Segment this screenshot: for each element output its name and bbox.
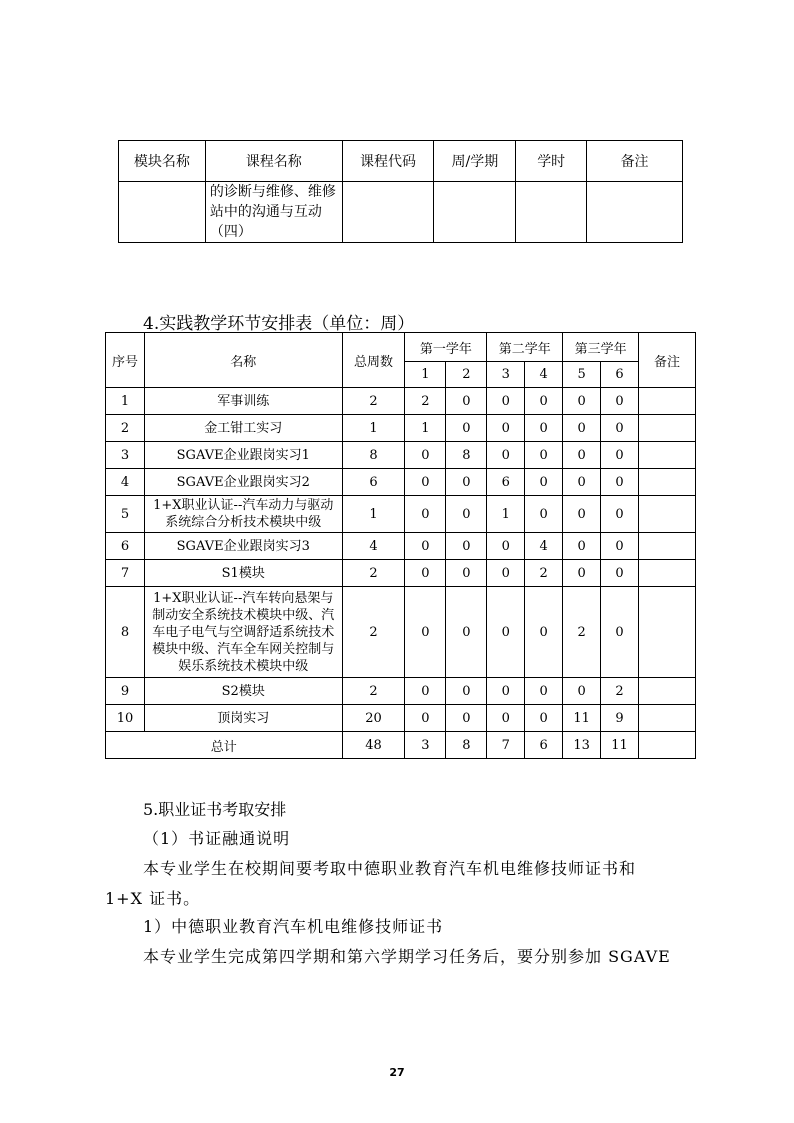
total-semester-3: 7 [487,732,525,759]
row-semester-2: 0 [446,705,487,732]
row-semester-3: 1 [487,496,525,533]
row-semester-3: 0 [487,560,525,587]
row-total-weeks: 1 [342,415,405,442]
row-semester-2: 0 [446,533,487,560]
row-semester-1: 0 [405,560,446,587]
row-seq: 9 [106,678,145,705]
row-total-weeks: 1 [342,496,405,533]
row-note [639,587,696,678]
row-semester-5: 0 [563,533,601,560]
row-name-line: 模块中级、汽车全车网关控制与 [152,641,335,657]
row-note [639,705,696,732]
paragraph-1-line-2: 1+X 证书。 [105,889,201,908]
course-name-line: 的诊断与维修、维修 [209,184,336,200]
semester-4: 4 [525,362,563,388]
row-semester-5: 0 [563,560,601,587]
row-total-weeks: 8 [342,442,405,469]
row-semester-6: 9 [601,705,639,732]
row-name-line: 车电子电气与空调舒适系统技术 [152,624,335,640]
table-row [106,705,696,732]
header-module-name: 模块名称 [119,141,206,182]
row-total-weeks: 4 [342,533,405,560]
row-seq: 7 [106,560,145,587]
row-semester-4: 2 [525,560,563,587]
course-name-line: 站中的沟通与互动 [209,204,322,220]
row-name-line: 1+X职业认证--汽车动力与驱动 [153,498,334,513]
row-note [639,469,696,496]
row-semester-5: 0 [563,469,601,496]
semester-2: 2 [446,362,487,388]
course-name-line: （四） [209,224,252,240]
table-row [106,560,696,587]
total-semester-6: 11 [601,732,639,759]
row-name-line: 顶岗实习 [217,710,270,726]
row-semester-5: 0 [563,388,601,415]
total-semester-5: 13 [563,732,601,759]
row-semester-4: 0 [525,415,563,442]
total-semester-1: 3 [405,732,446,759]
header-weeks: 周/学期 [434,141,516,182]
row-semester-4: 0 [525,469,563,496]
row-name-line: 军事训练 [217,393,270,409]
row-name [144,587,342,678]
table-row [106,533,696,560]
row-total-weeks: 6 [342,469,405,496]
row-semester-2: 0 [446,415,487,442]
table-row [106,469,696,496]
total-row [106,732,696,759]
row-name [144,442,342,469]
row-name [144,496,342,533]
header-total-weeks: 总周数 [342,333,405,388]
row-semester-4: 4 [525,533,563,560]
row-semester-3: 0 [487,705,525,732]
row-name [144,678,342,705]
row-name-line: 1+X职业认证--汽车转向悬架与 [153,590,334,606]
row-seq: 10 [106,705,145,732]
course-table-header [119,141,683,182]
row-total-weeks: 2 [342,388,405,415]
row-name [144,533,342,560]
row-semester-5: 0 [563,496,601,533]
row-name-line: 金工钳工实习 [204,420,283,436]
semester-1: 1 [405,362,446,388]
row-semester-1: 0 [405,533,446,560]
header-year-1: 第一学年 [405,333,487,362]
header-note: 备注 [587,141,683,182]
row-seq: 4 [106,469,145,496]
row-seq: 5 [106,496,145,533]
section-5-title: 5.职业证书考取安排 [143,800,287,819]
header-year-3: 第三学年 [563,333,639,362]
semester-5: 5 [563,362,601,388]
row-semester-3: 0 [487,388,525,415]
row-note [639,388,696,415]
row-total-weeks: 2 [342,678,405,705]
row-semester-1: 0 [405,469,446,496]
row-total-weeks: 2 [342,560,405,587]
row-semester-5: 2 [563,587,601,678]
row-name-line: SGAVE企业跟岗实习1 [176,447,310,463]
row-semester-3: 0 [487,587,525,678]
row-semester-2: 0 [446,678,487,705]
table-row [106,442,696,469]
row-semester-4: 0 [525,496,563,533]
semester-3: 3 [487,362,525,388]
cell-hours [516,182,587,243]
total-note [639,732,696,759]
row-semester-5: 11 [563,705,601,732]
total-label: 总计 [106,732,343,759]
row-semester-1: 0 [405,496,446,533]
row-semester-2: 0 [446,496,487,533]
section-4-title: 4.实践教学环节安排表（单位：周） [143,314,415,334]
row-semester-3: 0 [487,442,525,469]
row-total-weeks: 2 [342,587,405,678]
header-course-code: 课程代码 [342,141,434,182]
total-semester-4: 6 [525,732,563,759]
row-seq: 3 [106,442,145,469]
row-semester-4: 0 [525,587,563,678]
row-semester-4: 0 [525,705,563,732]
subsection-1-title: （1）书证融通说明 [143,829,291,848]
row-semester-5: 0 [563,442,601,469]
semester-6: 6 [601,362,639,388]
row-seq: 2 [106,415,145,442]
cell-note [587,182,683,243]
practice-schedule-table [105,332,696,759]
row-name [144,705,342,732]
subsection-2-title: 1）中德职业教育汽车机电维修技师证书 [143,917,444,936]
paragraph-1-line-1: 本专业学生在校期间要考取中德职业教育汽车机电维修技师证书和 [143,859,637,878]
row-semester-2: 0 [446,388,487,415]
row-semester-6: 0 [601,533,639,560]
row-note [639,560,696,587]
cell-module [119,182,206,243]
table-row [106,587,696,678]
row-seq: 6 [106,533,145,560]
total-weeks: 48 [342,732,405,759]
row-semester-5: 0 [563,415,601,442]
row-note [639,496,696,533]
row-name [144,560,342,587]
row-semester-3: 6 [487,469,525,496]
header-hours: 学时 [516,141,587,182]
cell-weeks [434,182,516,243]
cell-code [342,182,434,243]
row-name-line: S1模块 [221,565,265,581]
table-row [106,388,696,415]
schedule-header-row [106,333,696,362]
paragraph-2-line-1: 本专业学生完成第四学期和第六学期学习任务后，要分别参加 SGAVE [143,947,671,966]
row-name-line: SGAVE企业跟岗实习2 [176,474,310,490]
header-note: 备注 [639,333,696,388]
row-semester-2: 0 [446,587,487,678]
row-name-line: 娱乐系统技术模块中级 [178,658,309,674]
row-name [144,415,342,442]
row-note [639,533,696,560]
row-semester-5: 0 [563,678,601,705]
row-semester-2: 0 [446,469,487,496]
row-semester-6: 0 [601,388,639,415]
row-semester-1: 0 [405,705,446,732]
table-row [119,182,683,243]
row-name-line: 系统综合分析技术模块中级 [165,515,322,530]
row-seq: 1 [106,388,145,415]
row-note [639,442,696,469]
table-row [106,678,696,705]
total-semester-2: 8 [446,732,487,759]
row-name-line: S2模块 [221,683,265,699]
row-semester-3: 0 [487,678,525,705]
row-semester-3: 0 [487,533,525,560]
row-semester-4: 0 [525,388,563,415]
row-semester-6: 0 [601,415,639,442]
header-name: 名称 [144,333,342,388]
cell-course-name [205,182,342,243]
row-name [144,469,342,496]
row-semester-1: 0 [405,442,446,469]
row-name-line: SGAVE企业跟岗实习3 [176,538,310,554]
row-semester-6: 0 [601,469,639,496]
row-note [639,415,696,442]
row-semester-2: 8 [446,442,487,469]
row-name-line: 制动安全系统技术模块中级、汽 [152,607,335,623]
row-semester-6: 0 [601,587,639,678]
row-semester-1: 2 [405,388,446,415]
row-name [144,388,342,415]
row-semester-6: 0 [601,560,639,587]
row-semester-3: 0 [487,415,525,442]
row-semester-6: 2 [601,678,639,705]
row-semester-4: 0 [525,442,563,469]
row-semester-2: 0 [446,560,487,587]
row-total-weeks: 20 [342,705,405,732]
row-semester-1: 0 [405,587,446,678]
table-row [106,415,696,442]
row-seq: 8 [106,587,145,678]
row-semester-1: 1 [405,415,446,442]
table-row [106,496,696,533]
row-semester-6: 0 [601,442,639,469]
row-note [639,678,696,705]
page-number: 27 [389,1066,405,1079]
header-seq: 序号 [106,333,145,388]
row-semester-6: 0 [601,496,639,533]
header-year-2: 第二学年 [487,333,563,362]
course-table [118,140,683,243]
row-semester-1: 0 [405,678,446,705]
row-semester-4: 0 [525,678,563,705]
header-course-name: 课程名称 [205,141,342,182]
